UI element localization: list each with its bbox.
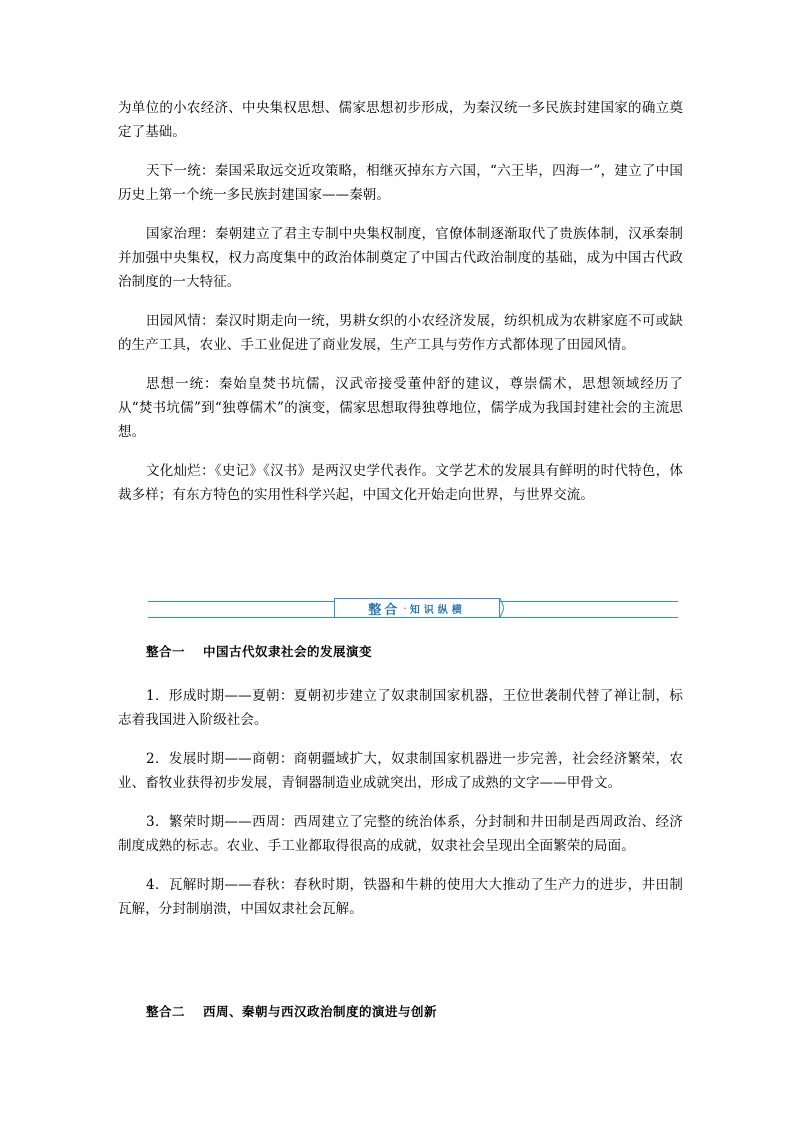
section-label: 整合二	[146, 1004, 186, 1019]
section-spacer	[118, 936, 683, 988]
section-banner	[148, 598, 678, 628]
paragraph-lead: 田园风情：	[146, 313, 215, 329]
section-heading-1	[146, 642, 683, 660]
paragraph-lead: 天下一统：	[146, 163, 215, 179]
list-item-text: 3．繁荣时期——西周：西周建立了完整的统治体系，分封制和井田制是西周政治、经济制度成熟的标志。农业、手工业都取得很高的成就，奴隶社会呈现出全面繁荣的局面。	[118, 814, 683, 854]
paragraph-lead: 思想一统：	[146, 376, 219, 392]
paragraph-guojia	[118, 222, 683, 294]
paragraph-text: 秦国采取远交近攻策略，相继灭掉东方六国，“六王毕，四海一”，建立了中国历史上第一个统一多民族封建国家——秦朝。	[118, 163, 683, 203]
banner-dot: ·	[403, 601, 407, 615]
paragraph-text: 秦朝建立了君主专制中央集权制度，官僚体制逐渐取代了贵族体制，汉承秦制并加强中央集权，权力高度集中的政治体制奠定了中国古代政治制度的基础，成为中国古代政治制度的一大特征。	[118, 226, 683, 290]
section-title: 中国古代奴隶社会的发展演变	[203, 644, 373, 659]
document-page	[118, 96, 683, 1044]
paragraph-tianxia	[118, 159, 683, 207]
paragraph-text: 为单位的小农经济、中央集权思想、儒家思想初步形成，为秦汉统一多民族封建国家的确立奠定了基础。	[118, 100, 683, 140]
section-label: 整合一	[146, 644, 186, 659]
banner-sub-text: 知识纵横	[409, 604, 466, 616]
paragraph-text: 《史记》《汉书》是两汉史学代表作。文学艺术的发展具有鲜明的时代特色，体裁多样；有东方特色的实用性科学兴起，中国文化开始走向世界，与世界交流。	[118, 463, 684, 503]
paragraph-lead: 国家治理：	[146, 226, 215, 242]
paragraph-wenhua	[118, 459, 683, 507]
paragraph-text: 秦汉时期走向一统，男耕女织的小农经济发展，纺织机成为农耕家庭不可或缺的生产工具，农业、手工业促进了商业发展，生产工具与劳作方式都体现了田园风情。	[118, 313, 683, 353]
section-spacer	[118, 522, 683, 598]
list-item-shang	[118, 747, 683, 795]
section-heading-2	[146, 1002, 683, 1020]
list-item-xia	[118, 684, 683, 732]
banner-tail-icon	[500, 598, 504, 618]
banner-main-text: 整合	[368, 602, 401, 618]
list-item-chunqiu	[118, 873, 683, 921]
paragraph-lead: 文化灿烂：	[146, 463, 215, 479]
list-item-text: 1．形成时期——夏朝：夏朝初步建立了奴隶制国家机器，王位世袭制代替了禅让制，标志着我国进入阶级社会。	[118, 688, 683, 728]
list-item-text: 4．瓦解时期——春秋：春秋时期，铁器和牛耕的使用大大推动了生产力的进步，井田制瓦解，分封制崩溃，中国奴隶社会瓦解。	[118, 877, 683, 917]
paragraph-text: 秦始皇焚书坑儒，汉武帝接受董仲舒的建议，尊崇儒术，思想领域经历了从“焚书坑儒”到“独尊儒术”的演变，儒家思想取得独尊地位，儒学成为我国封建社会的主流思想。	[118, 376, 684, 440]
section-title: 西周、秦朝与西汉政治制度的演进与创新	[203, 1004, 438, 1019]
banner-label-box	[334, 598, 500, 618]
list-item-xizhou	[118, 810, 683, 858]
paragraph-sixiang	[118, 372, 683, 444]
list-item-text: 2．发展时期——商朝：商朝疆域扩大，奴隶制国家机器进一步完善，社会经济繁荣，农业、畜牧业获得初步发展，青铜器制造业成就突出，形成了成熟的文字——甲骨文。	[118, 751, 683, 791]
paragraph-tianyuan	[118, 309, 683, 357]
intro-paragraph	[118, 96, 683, 144]
